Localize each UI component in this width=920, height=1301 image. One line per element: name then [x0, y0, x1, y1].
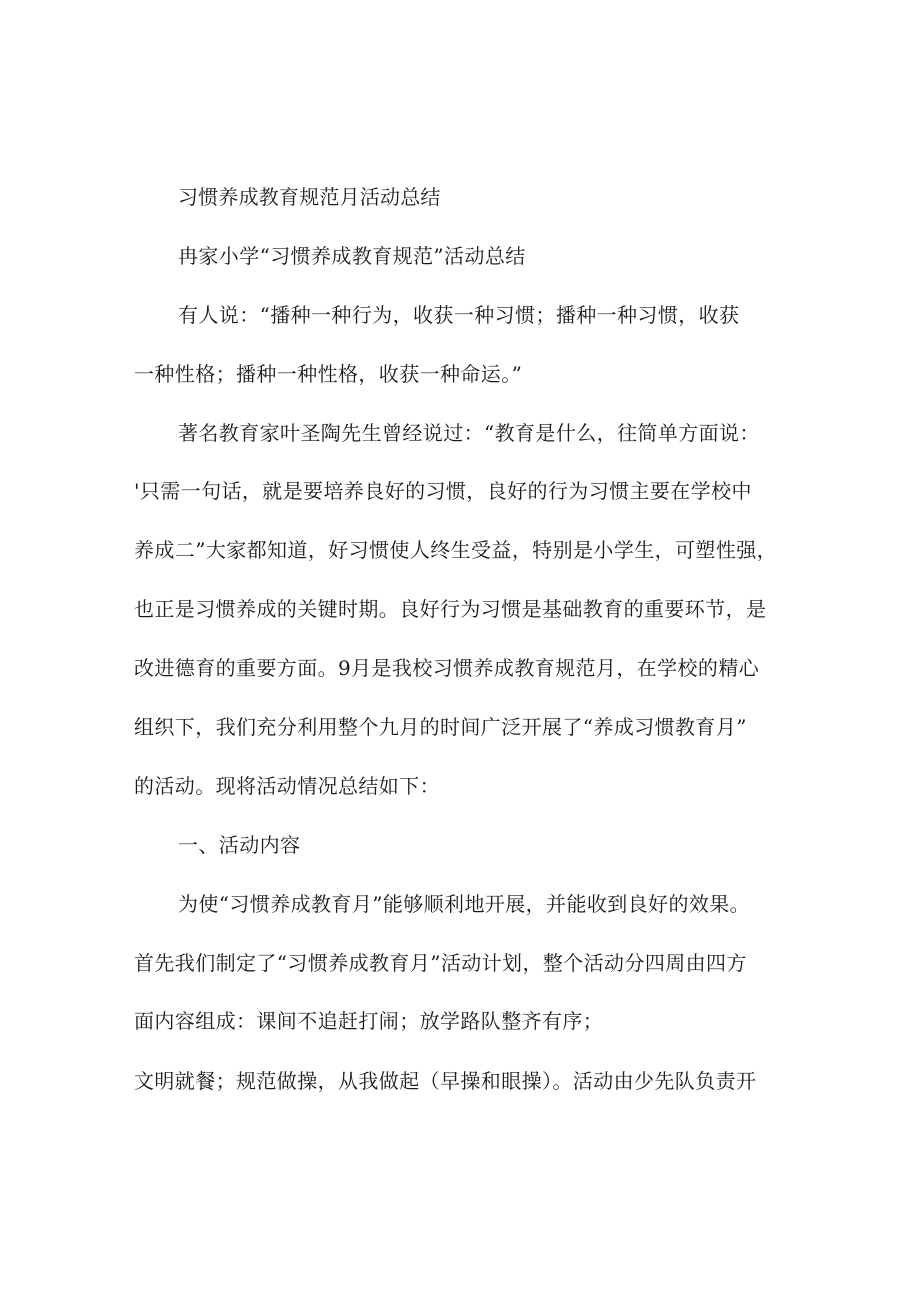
- paragraph-line: 首先我们制定了“习惯养成教育月”活动计划，整个活动分四周由四方: [134, 950, 747, 975]
- paragraph-line: 组织下，我们充分利用整个九月的时间广泛开展了“养成习惯教育月”: [134, 715, 747, 740]
- paragraph-line: 为使“习惯养成教育月”能够顺利地开展，并能收到良好的效果。: [178, 891, 751, 916]
- document-subtitle: 冉家小学“习惯养成教育规范”活动总结: [178, 243, 526, 268]
- paragraph-line: 也正是习惯养成的关键时期。良好行为习惯是基础教育的重要环节，是: [134, 597, 767, 622]
- paragraph-line: 一种性格；播种一种性格，收获一种命运。”: [134, 361, 523, 386]
- paragraph-line: 养成二”大家都知道，好习惯使人终生受益，特别是小学生，可塑性强，: [134, 538, 778, 563]
- paragraph-line: 文明就餐；规范做操，从我做起（早操和眼操）。活动由少先队负责开: [134, 1069, 757, 1094]
- paragraph-line: '只需一句话，就是要培养良好的习惯，良好的行为习惯主要在学校中: [134, 479, 752, 504]
- paragraph-line: 的活动。现将活动情况总结如下：: [134, 773, 440, 798]
- paragraph-line: 改进德育的重要方面。9月是我校习惯养成教育规范月，在学校的精心: [134, 656, 760, 681]
- paragraph-line: 著名教育家叶圣陶先生曾经说过：“教育是什么，往简单方面说：: [178, 420, 760, 445]
- paragraph-line: 有人说：“播种一种行为，收获一种习惯；播种一种习惯，收获: [178, 302, 740, 327]
- paragraph-line: 面内容组成：课间不追赶打闹；放学路队整齐有序；: [134, 1009, 604, 1034]
- section-heading: 一、活动内容: [178, 832, 301, 857]
- document-body: [134, 168, 800, 1111]
- document-title: 习惯养成教育规范月活动总结: [178, 185, 441, 209]
